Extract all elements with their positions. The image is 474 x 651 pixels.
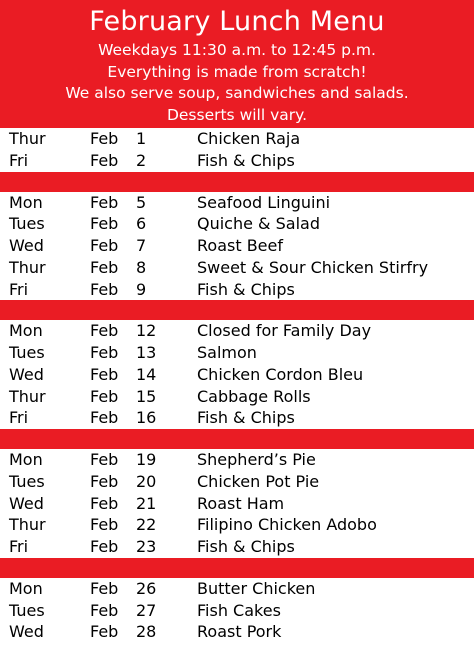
- dish-cell: Quiche & Salad: [197, 214, 320, 234]
- week-block: [0, 578, 474, 643]
- weekday-cell: Tues: [9, 600, 45, 620]
- weekday-cell: Fri: [9, 279, 29, 299]
- weekday-cell: Wed: [9, 622, 44, 642]
- desserts-line: Desserts will vary.: [166, 105, 308, 124]
- weekday-cell: Mon: [9, 192, 43, 212]
- weekday-cell: Thur: [9, 515, 46, 535]
- date-cell: 14: [136, 364, 157, 384]
- dish-cell: Salmon: [197, 343, 257, 362]
- menu-row: [0, 320, 474, 342]
- month-cell: Feb: [90, 279, 119, 299]
- menu-title: February Lunch Menu: [89, 6, 385, 37]
- date-cell: 22: [136, 515, 157, 535]
- week-block: [0, 449, 474, 558]
- month-cell: Feb: [90, 386, 119, 406]
- date-cell: 1: [136, 129, 147, 148]
- date-cell: 27: [136, 600, 157, 620]
- menu-header: [0, 0, 474, 128]
- date-cell: 28: [136, 622, 157, 642]
- month-cell: Feb: [90, 214, 119, 234]
- month-cell: Feb: [90, 150, 119, 170]
- menu-row: [0, 128, 474, 150]
- dish-cell: Fish & Chips: [197, 408, 295, 428]
- menu-row: [0, 536, 474, 558]
- menu-row: [0, 600, 474, 622]
- date-cell: 8: [136, 257, 147, 277]
- dish-cell: Sweet & Sour Chicken Stirfry: [197, 257, 429, 277]
- dish-cell: Fish & Chips: [197, 150, 295, 170]
- month-cell: Feb: [90, 493, 119, 513]
- weekday-cell: Tues: [9, 343, 45, 362]
- menu-row: [0, 192, 474, 214]
- month-cell: Feb: [90, 364, 119, 384]
- dish-cell: Shepherd’s Pie: [197, 450, 316, 469]
- menu-row: [0, 235, 474, 257]
- menu-row: [0, 449, 474, 471]
- date-cell: 26: [136, 578, 157, 598]
- month-cell: Feb: [90, 343, 119, 362]
- menu-row: [0, 493, 474, 515]
- weekday-cell: Thur: [9, 386, 46, 406]
- month-cell: Feb: [90, 600, 119, 620]
- menu-weeks: [0, 128, 474, 643]
- weekday-cell: Fri: [9, 150, 29, 170]
- month-cell: Feb: [90, 257, 119, 277]
- date-cell: 12: [136, 321, 157, 341]
- month-cell: Feb: [90, 515, 119, 535]
- date-cell: 2: [136, 150, 147, 170]
- weekday-cell: Wed: [9, 236, 44, 255]
- dish-cell: Fish & Chips: [197, 537, 295, 556]
- month-cell: Feb: [90, 537, 119, 556]
- date-cell: 21: [136, 493, 157, 513]
- menu-row: [0, 621, 474, 643]
- dish-cell: Closed for Family Day: [197, 321, 372, 341]
- month-cell: Feb: [90, 236, 119, 255]
- week-separator: [0, 558, 474, 578]
- weekday-cell: Wed: [9, 364, 44, 384]
- weekday-cell: Tues: [9, 214, 45, 234]
- week-separator: [0, 300, 474, 320]
- month-cell: Feb: [90, 622, 119, 642]
- dish-cell: Roast Beef: [197, 236, 283, 255]
- month-cell: Feb: [90, 450, 119, 469]
- weekday-cell: Tues: [9, 471, 45, 491]
- extras-line: We also serve soup, sandwiches and salads.: [65, 84, 409, 102]
- menu-row: [0, 342, 474, 364]
- menu-row: [0, 386, 474, 408]
- menu-row: [0, 279, 474, 301]
- date-cell: 16: [136, 408, 157, 428]
- weekday-cell: Mon: [9, 578, 43, 598]
- month-cell: Feb: [90, 129, 119, 148]
- weekday-cell: Mon: [9, 450, 43, 469]
- dish-cell: Chicken Pot Pie: [197, 471, 320, 491]
- menu-row: [0, 150, 474, 172]
- menu-row: [0, 364, 474, 386]
- date-cell: 6: [136, 214, 147, 234]
- month-cell: Feb: [90, 471, 119, 491]
- month-cell: Feb: [90, 578, 119, 598]
- month-cell: Feb: [90, 408, 119, 428]
- scratch-line: Everything is made from scratch!: [107, 62, 367, 81]
- dish-cell: Butter Chicken: [197, 578, 316, 598]
- dish-cell: Roast Ham: [197, 493, 285, 513]
- date-cell: 13: [136, 343, 157, 362]
- menu-row: [0, 471, 474, 493]
- dish-cell: Seafood Linguini: [197, 192, 331, 212]
- weekday-cell: Fri: [9, 537, 29, 556]
- menu-row: [0, 257, 474, 279]
- week-block: [0, 320, 474, 429]
- menu-row: [0, 578, 474, 600]
- date-cell: 23: [136, 537, 157, 556]
- month-cell: Feb: [90, 321, 119, 341]
- date-cell: 5: [136, 192, 147, 212]
- dish-cell: Fish Cakes: [197, 600, 281, 620]
- weekday-cell: Thur: [9, 129, 46, 148]
- dish-cell: Cabbage Rolls: [197, 386, 311, 406]
- menu-row: [0, 514, 474, 536]
- dish-cell: Filipino Chicken Adobo: [197, 515, 377, 535]
- dish-cell: Fish & Chips: [197, 279, 295, 299]
- hours-line: Weekdays 11:30 a.m. to 12:45 p.m.: [98, 41, 376, 59]
- week-separator: [0, 172, 474, 192]
- month-cell: Feb: [90, 192, 119, 212]
- dish-cell: Chicken Raja: [197, 129, 301, 148]
- date-cell: 9: [136, 279, 147, 299]
- menu-row: [0, 407, 474, 429]
- weekday-cell: Mon: [9, 321, 43, 341]
- weekday-cell: Thur: [9, 257, 46, 277]
- weekday-cell: Fri: [9, 408, 29, 428]
- date-cell: 19: [136, 450, 157, 469]
- date-cell: 15: [136, 386, 157, 406]
- dish-cell: Chicken Cordon Bleu: [197, 364, 364, 384]
- date-cell: 20: [136, 471, 157, 491]
- weekday-cell: Wed: [9, 493, 44, 513]
- dish-cell: Roast Pork: [197, 622, 282, 642]
- week-block: [0, 128, 474, 172]
- menu-row: [0, 213, 474, 235]
- date-cell: 7: [136, 236, 147, 255]
- week-block: [0, 192, 474, 301]
- week-separator: [0, 429, 474, 449]
